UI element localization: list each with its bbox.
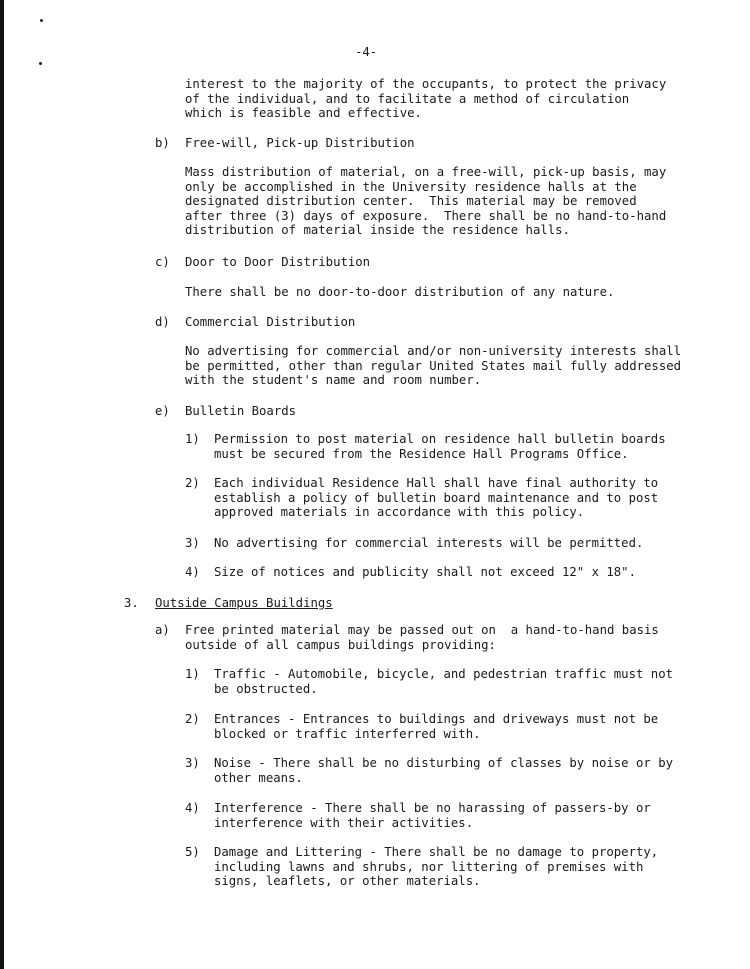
item-c-heading: Door to Door Distribution xyxy=(185,255,371,269)
list-item-text: Interference - There shall be no harassing of passers-by or interference with their activities. xyxy=(214,801,651,830)
section-3a-label: a) xyxy=(155,623,170,637)
list-item-text: Size of notices and publicity shall not exceed 12" x 18". xyxy=(214,565,636,579)
list-item-num: 1) xyxy=(185,667,200,681)
punch-mark xyxy=(40,19,43,22)
item-b-label: b) xyxy=(155,136,170,150)
section-3-heading: Outside Campus Buildings xyxy=(155,596,333,610)
list-item-text: Permission to post material on residence hall bulletin boards must be secured from the Residence Hall Programs Office. xyxy=(214,432,666,461)
item-b-heading: Free-will, Pick-up Distribution xyxy=(185,136,415,150)
item-d-heading: Commercial Distribution xyxy=(185,315,356,329)
item-b-paragraph: Mass distribution of material, on a free-will, pick-up basis, may only be accomplished in the University residence halls at the designated distribution center. This material may be removed after three (3) days of exposure. There shall be no hand-to-hand distribution of material inside the residence halls. xyxy=(185,165,667,238)
list-item-text: Each individual Residence Hall shall have final authority to establish a policy of bulletin board maintenance and to post approved materials in accordance with this policy. xyxy=(214,476,659,520)
list-item-num: 4) xyxy=(185,565,200,579)
list-item-text: Traffic - Automobile, bicycle, and pedestrian traffic must not be obstructed. xyxy=(214,667,674,696)
list-item-num: 2) xyxy=(185,712,200,726)
list-item-num: 4) xyxy=(185,801,200,815)
list-item-text: No advertising for commercial interests will be permitted. xyxy=(214,536,644,550)
list-item-text: Noise - There shall be no disturbing of classes by noise or by other means. xyxy=(214,756,674,785)
item-e-label: e) xyxy=(155,404,170,418)
item-e-heading: Bulletin Boards xyxy=(185,404,297,418)
item-d-label: d) xyxy=(155,315,170,329)
scan-edge xyxy=(0,0,4,969)
page-number: -4- xyxy=(355,45,378,59)
punch-mark xyxy=(39,62,42,65)
list-item-num: 3) xyxy=(185,756,200,770)
intro-paragraph: interest to the majority of the occupants, to protect the privacy of the individual, and to facilitate a method of circulation which is feasible and effective. xyxy=(185,77,667,121)
list-item-num: 3) xyxy=(185,536,200,550)
list-item-num: 2) xyxy=(185,476,200,490)
list-item-num: 5) xyxy=(185,845,200,859)
item-c-paragraph: There shall be no door-to-door distribution of any nature. xyxy=(185,285,615,299)
item-c-label: c) xyxy=(155,255,170,269)
list-item-text: Entrances - Entrances to buildings and driveways must not be blocked or traffic interferred with. xyxy=(214,712,659,741)
list-item-num: 1) xyxy=(185,432,200,446)
list-item-text: Damage and Littering - There shall be no damage to property, including lawns and shrubs, nor littering of premises with signs, leaflets, or other materials. xyxy=(214,845,659,889)
section-3-number: 3. xyxy=(124,596,139,610)
item-d-paragraph: No advertising for commercial and/or non-university interests shall be permitted, other than regular United States mail fully addressed with the student's name and room number. xyxy=(185,344,682,388)
section-3a-paragraph: Free printed material may be passed out on a hand-to-hand basis outside of all campus buildings providing: xyxy=(185,623,659,652)
